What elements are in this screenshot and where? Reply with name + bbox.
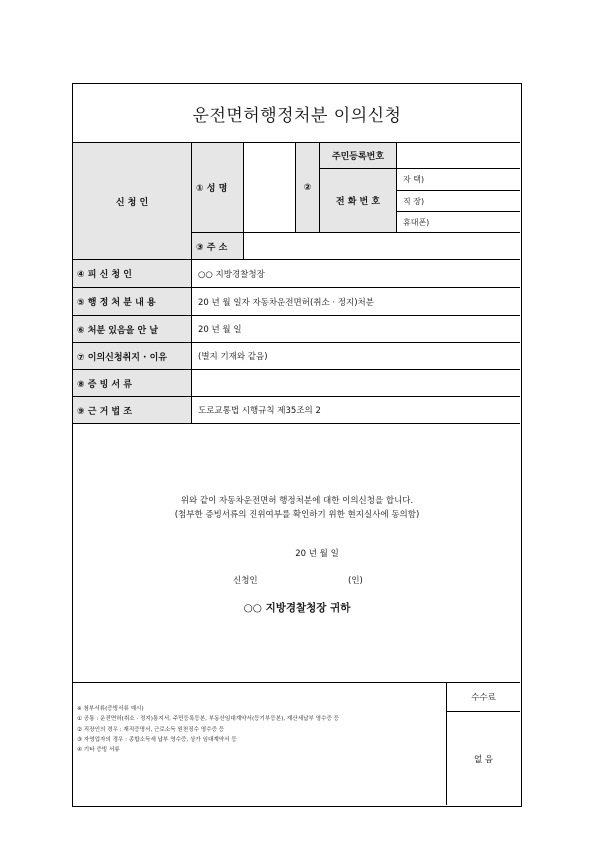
fee-value: 없 음 xyxy=(473,754,494,765)
recipient: ○○ 지방경찰청장 귀하 xyxy=(243,602,351,614)
address-field[interactable] xyxy=(244,233,520,259)
contact-marker: ② xyxy=(296,143,319,232)
legal-basis-field[interactable]: 도로교통법 시행규칙 제35조의 2 xyxy=(198,406,321,416)
evidence-label: ⑧ 증 빙 서 류 xyxy=(73,370,191,396)
statement-line2: (첨부한 증빙서류의 진위여부를 확인하기 위한 현지실사에 동의함) xyxy=(174,510,420,520)
divider xyxy=(73,423,520,424)
seal-mark: (인) xyxy=(348,576,363,586)
note-item: ③ 자영업자의 경우 : 종합소득세 납부 영수증, 상가 임대계약서 등 xyxy=(77,736,237,743)
applicant-section-label: 신 청 인 xyxy=(73,143,191,259)
rrn-field[interactable] xyxy=(397,143,520,168)
phone-work-field[interactable]: 직 장) xyxy=(403,196,425,206)
evidence-field[interactable] xyxy=(192,370,520,396)
disposition-content-label: ⑤ 행 정 처 분 내 용 xyxy=(73,288,191,315)
legal-basis-label: ⑨ 근 거 법 조 xyxy=(73,397,191,423)
attachment-notes xyxy=(77,704,443,755)
name-label: ① 성 명 xyxy=(192,143,243,232)
address-label: ③ 주 소 xyxy=(192,233,243,259)
respondent-label: ④ 피 신 청 인 xyxy=(73,260,191,287)
notice-date-label: ⑥ 처분 있음을 안 날 xyxy=(73,316,191,342)
note-item: ② 직장인의 경우 : 재직증명서, 근로소득 원천징수 영수증 등 xyxy=(77,726,225,733)
name-field[interactable] xyxy=(244,143,295,232)
applicant-signature-label: 신청인 xyxy=(233,576,258,586)
objection-form xyxy=(72,83,522,807)
note-item: ④ 기타 증빙 서류 xyxy=(77,747,120,754)
disposition-content-field[interactable]: 20 년 월 일자 자동차운전면허(취소 · 정지)처분 xyxy=(198,297,374,308)
objection-reason-label: ⑦ 이의신청취지 · 이유 xyxy=(73,343,191,369)
phone-home-field[interactable]: 자 택) xyxy=(403,175,425,184)
note-heading: ※ 첨부서류(증빙서류 예시) xyxy=(77,706,144,712)
rrn-label: 주민등록번호 xyxy=(320,143,396,168)
respondent-field[interactable]: ○○ 지방경찰청장 xyxy=(198,269,265,280)
notice-date-field[interactable]: 20 년 월 일 xyxy=(198,325,242,335)
phone-mobile-field[interactable]: 휴대폰) xyxy=(403,217,430,227)
note-item: ① 공통 : 운전면허(취소 · 정지)통지서, 주민등록등본, 부동산임대계약서(등기부등본), 재산세납부 영수증 등 xyxy=(77,716,340,723)
statement-date: 20 년 월 일 xyxy=(295,549,339,559)
objection-reason-field[interactable]: (별지 기재와 같음) xyxy=(198,352,268,362)
form-title: 운전면허행정처분 이의신청 xyxy=(192,105,402,126)
phone-label: 전 화 번 호 xyxy=(320,169,396,232)
fee-label: 수수료 xyxy=(471,693,496,703)
statement-line1: 위와 같이 자동차운전면허 행정처분에 대한 이의신청을 합니다. xyxy=(180,496,414,506)
